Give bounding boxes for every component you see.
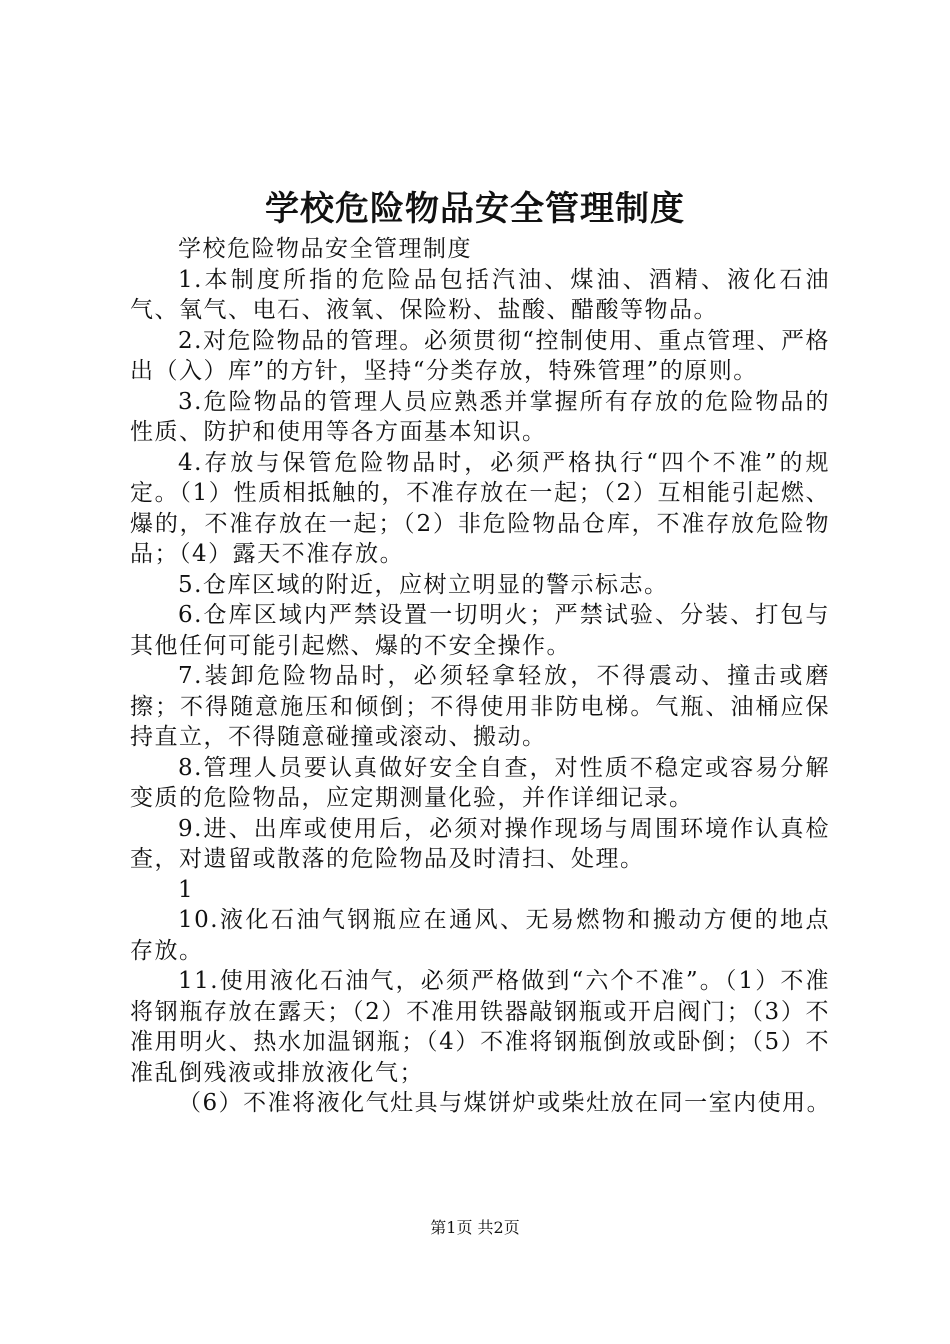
paragraph-item-10: 10.液化石油气钢瓶应在通风、无易燃物和搬动方便的地点存放。 (130, 907, 830, 964)
paragraph-item-3: 3.危险物品的管理人员应熟悉并掌握所有存放的危险物品的性质、防护和使用等各方面基本知识。 (130, 388, 830, 445)
paragraph-item-1: 1.本制度所指的危险品包括汽油、煤油、酒精、液化石油气、氧气、电石、液氧、保险粉、盐酸、醋酸等物品。 (130, 266, 830, 323)
paragraph-item-6: 6.仓库区域内严禁设置一切明火；严禁试验、分装、打包与其他任何可能引起燃、爆的不安全操作。 (130, 602, 830, 659)
paragraph-heading: 学校危险物品安全管理制度 (178, 236, 472, 262)
document-title: 学校危险物品安全管理制度 (265, 189, 685, 229)
paragraph-item-8: 8.管理人员要认真做好安全自查，对性质不稳定或容易分解变质的危险物品，应定期测量化验，并作详细记录。 (130, 754, 830, 811)
paragraph-item-7: 7.装卸危险物品时，必须轻拿轻放，不得震动、撞击或磨擦；不得随意施压和倾倒；不得使用非防电梯。气瓶、油桶应保持直立，不得随意碰撞或滚动、搬动。 (130, 663, 830, 750)
paragraph-item-9: 9.进、出库或使用后，必须对操作现场与周围环境作认真检查，对遗留或散落的危险物品及时清扫、处理。 (130, 815, 830, 872)
paragraph-item-4: 4.存放与保管危险物品时，必须严格执行“四个不准”的规定。（1）性质相抵触的，不准存放在一起；（2）互相能引起燃、爆的，不准存放在一起；（2）非危险物品仓库，不准存放危险物品；（4）露天不准存放。 (130, 449, 830, 567)
paragraph-item-11: 11.使用液化石油气，必须严格做到“六个不准”。（1）不准将钢瓶存放在露天；（2）不准用铁器敲钢瓶或开启阀门；（3）不准用明火、热水加温钢瓶；（4）不准将钢瓶倒放或卧倒；（5）不准乱倒残液或排放液化气； (130, 968, 830, 1086)
page-marker: 1 (178, 876, 195, 903)
paragraph-item-11-continued: （6）不准将液化气灶具与煤饼炉或柴灶放在同一室内使用。 (178, 1090, 832, 1116)
page-footer: 第1页 共2页 (430, 1218, 520, 1237)
paragraph-item-5: 5.仓库区域的附近，应树立明显的警示标志。 (178, 571, 669, 598)
document-body (130, 234, 830, 1119)
paragraph-item-2: 2.对危险物品的管理。必须贯彻“控制使用、重点管理、严格出（入）库”的方针，坚持“分类存放，特殊管理”的原则。 (130, 327, 830, 384)
